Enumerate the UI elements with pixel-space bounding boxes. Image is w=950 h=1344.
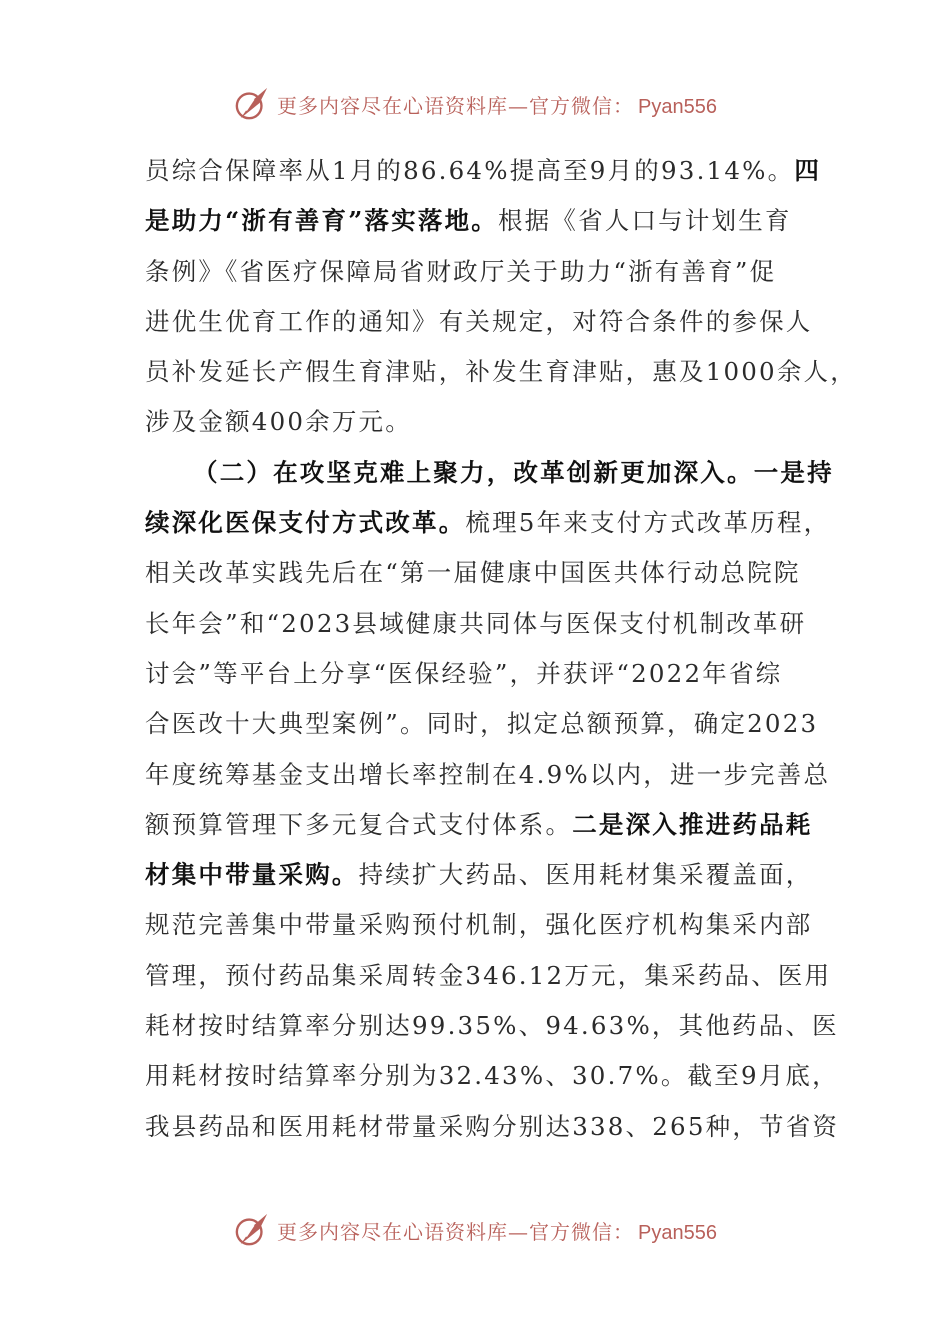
text-run: 讨会”等平台上分享“医保经验”，并获评“2022年省综 bbox=[145, 658, 783, 688]
text-run: 员综合保障率从1月的86.64%提高至9月的93.14%。 bbox=[145, 156, 795, 185]
text-run: 规范完善集中带量采购预付机制，强化医疗机构集采内部 bbox=[145, 910, 813, 940]
text-run: 合医改十大典型案例”。同时，拟定总额预算，确定2023 bbox=[145, 709, 819, 739]
text-run: 进优生优育工作的通知》有关规定，对符合条件的参保人 bbox=[145, 306, 813, 336]
text-line bbox=[145, 297, 813, 347]
text-run: 我县药品和医用耗材带量采购分别达338、265种，节省资 bbox=[145, 1111, 840, 1141]
bold-text-run: 是助力“浙有善育”落实落地。 bbox=[145, 206, 498, 236]
watermark-banner-bottom bbox=[0, 1210, 950, 1250]
text-run: 相关改革实践先后在“第一届健康中国医共体行动总院院 bbox=[145, 558, 801, 588]
text-line bbox=[145, 951, 832, 1001]
watermark-text: 更多内容尽在心语资料库—官方微信： Pyan556 bbox=[277, 93, 717, 118]
text-line bbox=[145, 800, 813, 850]
text-line bbox=[145, 448, 834, 498]
text-run: 条例》《省医疗保障局省财政厅关于助力“浙有善育”促 bbox=[145, 256, 777, 286]
text-line bbox=[145, 1001, 839, 1051]
text-line bbox=[145, 1051, 839, 1101]
bold-text-run: 材集中带量采购。 bbox=[145, 860, 359, 890]
text-run: 耗材按时结算率分别达99.35%、94.63%，其他药品、医 bbox=[145, 1011, 839, 1041]
text-run: 用耗材按时结算率分别为32.43%、30.7%。截至9月底， bbox=[145, 1061, 839, 1091]
text-line bbox=[145, 247, 810, 297]
text-run: 年度统筹基金支出增长率控制在4.9%以内，进一步完善总 bbox=[145, 759, 831, 789]
text-run: 持续扩大药品、医用耗材集采覆盖面， bbox=[358, 860, 813, 890]
text-line bbox=[145, 397, 810, 447]
text-line bbox=[145, 649, 810, 699]
text-line bbox=[145, 750, 831, 800]
text-line bbox=[145, 196, 810, 246]
quill-logo-icon bbox=[233, 1212, 271, 1248]
text-line bbox=[145, 146, 822, 196]
bold-text-run: （二）在攻坚克难上聚力，改革创新更加深入。一是持 bbox=[193, 457, 834, 487]
text-run: 梳理5年来支付方式改革历程， bbox=[465, 508, 831, 538]
text-line bbox=[145, 599, 810, 649]
text-run: 长年会”和“2023县域健康共同体与医保支付机制改革研 bbox=[145, 608, 807, 638]
quill-logo-icon bbox=[233, 86, 271, 122]
text-line bbox=[145, 548, 810, 598]
text-line bbox=[145, 699, 819, 749]
text-line bbox=[145, 1102, 840, 1152]
text-run: 涉及金额400余万元。 bbox=[145, 407, 412, 437]
bold-text-run: 二是深入推进药品耗 bbox=[572, 809, 813, 839]
text-line bbox=[145, 498, 831, 548]
bold-text-run: 续深化医保支付方式改革。 bbox=[145, 508, 466, 538]
text-line bbox=[145, 850, 813, 900]
text-run: 根据《省人口与计划生育 bbox=[497, 206, 792, 236]
bold-text-run: 四 bbox=[794, 156, 822, 185]
watermark-banner-top bbox=[0, 84, 950, 124]
text-line bbox=[145, 347, 857, 397]
text-run: 管理，预付药品集采周转金346.12万元，集采药品、医用 bbox=[145, 960, 832, 990]
body-text bbox=[145, 146, 857, 1152]
text-run: 员补发延长产假生育津贴，补发生育津贴，惠及1000余人， bbox=[145, 357, 857, 387]
watermark-text: 更多内容尽在心语资料库—官方微信： Pyan556 bbox=[277, 1219, 717, 1244]
text-line bbox=[145, 900, 813, 950]
text-run: 额预算管理下多元复合式支付体系。 bbox=[145, 809, 573, 839]
